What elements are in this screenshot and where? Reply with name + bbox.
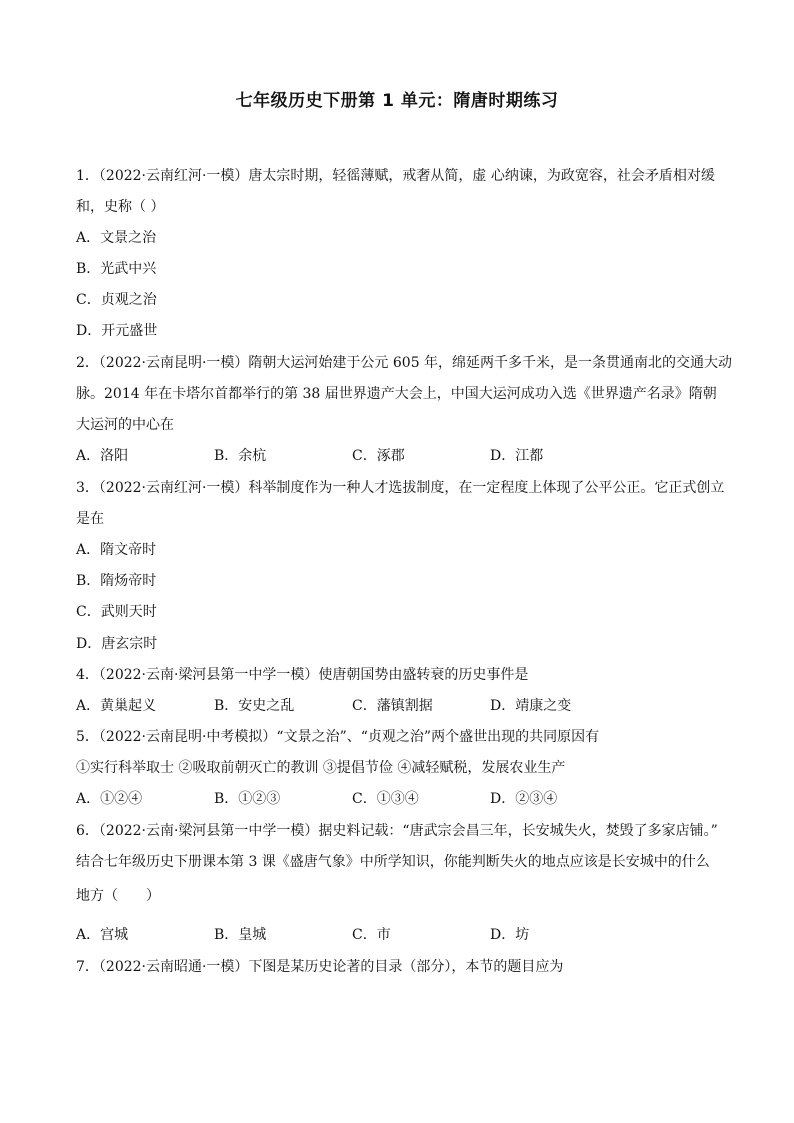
question-1-option-c: C．贞观之治 [76, 292, 157, 308]
question-2-option-b: B．余杭 [214, 448, 267, 464]
question-1-option-d: D．开元盛世 [76, 323, 158, 339]
question-5-option-c: C．①③④ [352, 791, 419, 807]
question-1-line-2: 和，史称（ ） [76, 199, 165, 215]
question-6-option-b: B．皇城 [214, 927, 267, 943]
question-4-option-b: B．安史之乱 [214, 698, 295, 714]
question-6-line-3: 地方（ ） [76, 888, 160, 904]
question-6-line-1: 6．（2022·云南·梁河县第一中学一模）据史料记载：“唐武宗会昌三年，长安城失火，焚毁了多家店铺。” [76, 823, 718, 839]
page-title: 七年级历史下册第 1 单元：隋唐时期练习 [235, 91, 559, 111]
question-1-line-1: 1．（2022·云南红河·一模）唐太宗时期，轻徭薄赋，戒奢从简，虚 心纳谏，为政宽容，社会矛盾相对缓 [76, 168, 715, 184]
question-6-option-c: C．市 [352, 927, 391, 943]
question-2-line-3: 大运河的中心在 [76, 417, 174, 433]
question-5-option-d: D．②③④ [490, 791, 558, 807]
question-2-option-c: C．涿郡 [352, 448, 405, 464]
question-6-option-d: D．坊 [490, 927, 530, 943]
question-3-option-d: D．唐玄宗时 [76, 636, 158, 652]
question-3-line-1: 3．（2022·云南红河·一模）科举制度作为一种人才选拔制度，在一定程度上体现了公平公正。它正式创立 [76, 480, 725, 496]
question-4-line-1: 4．（2022·云南·梁河县第一中学一模）使唐朝国势由盛转衰的历史事件是 [76, 667, 529, 683]
question-2-option-a: A．洛阳 [76, 448, 129, 464]
question-5-option-b: B．①②③ [214, 791, 281, 807]
question-3-option-b: B．隋炀帝时 [76, 573, 157, 589]
question-3-option-a: A．隋文帝时 [76, 542, 157, 558]
question-5-line-1: 5．（2022·云南昆明·中考模拟）“文景之治”、“贞观之治”两个盛世出现的共同原因有 [76, 729, 600, 745]
question-3-option-c: C．武则天时 [76, 604, 157, 620]
question-2-line-1: 2．（2022·云南昆明·一模）隋朝大运河始建于公元 605 年，绵延两千多千米，是一条贯通南北的交通大动 [76, 355, 733, 371]
question-6-line-2: 结合七年级历史下册课本第 3 课《盛唐气象》中所学知识，你能判断失火的地点应该是长安城中的什么 [76, 854, 710, 870]
question-6-option-a: A．宫城 [76, 927, 129, 943]
question-4-option-c: C．藩镇割据 [352, 698, 433, 714]
question-7-line-1: 7．（2022·云南昭通·一模）下图是某历史论著的目录（部分），本节的题目应为 [76, 959, 564, 975]
question-5-line-2: ①实行科举取士 ②吸取前朝灭亡的教训 ③提倡节俭 ④减轻赋税，发展农业生产 [76, 760, 566, 776]
question-1-option-a: A．文景之治 [76, 230, 157, 246]
question-3-line-2: 是在 [76, 511, 104, 527]
question-2-line-2: 脉。2014 年在卡塔尔首都举行的第 38 届世界遗产大会上，中国大运河成功入选《世界遗产名录》隋朝 [76, 386, 717, 402]
question-5-option-a: A．①②④ [76, 791, 143, 807]
question-4-option-a: A．黄巢起义 [76, 698, 157, 714]
question-2-option-d: D．江都 [490, 448, 544, 464]
question-4-option-d: D．靖康之变 [490, 698, 572, 714]
question-1-option-b: B．光武中兴 [76, 261, 157, 277]
